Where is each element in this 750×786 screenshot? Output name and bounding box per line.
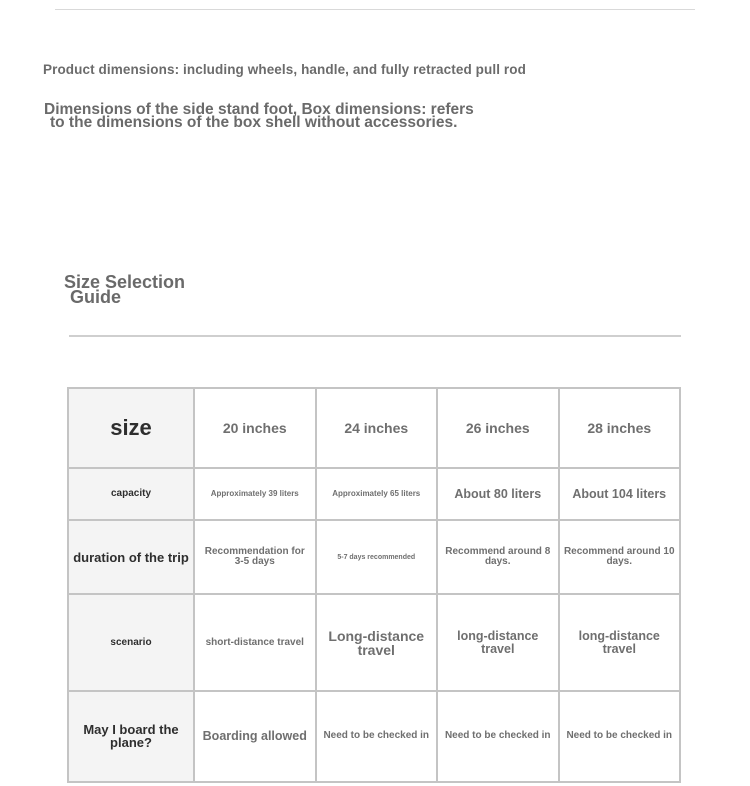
box-dimensions-note: [44, 103, 604, 129]
section-divider: [69, 335, 681, 337]
capacity-26-cell: About 80 liters: [437, 468, 559, 521]
capacity-label-cell: capacity: [68, 468, 194, 521]
table-row-size: [68, 388, 680, 468]
size-guide-title-line-1: Size Selection: [64, 272, 186, 292]
box-dimensions-line-2: to the dimensions of the box shell without accessories.: [50, 114, 458, 131]
table-row-duration: [68, 520, 680, 594]
table-row-capacity: [68, 468, 680, 521]
size-guide-title: [64, 272, 186, 307]
scenario-26-cell: long-distance travel: [437, 594, 559, 691]
scenario-20-cell: short-distance travel: [194, 594, 316, 691]
boarding-26-cell: Need to be checked in: [437, 691, 559, 782]
box-dimensions-line-1: Dimensions of the side stand foot, Box dimensions: refers: [44, 101, 474, 118]
size-header-cell: size: [68, 388, 194, 468]
boarding-24-cell: Need to be checked in: [316, 691, 438, 782]
capacity-28-cell: About 104 liters: [559, 468, 681, 521]
size-24-cell: 24 inches: [316, 388, 438, 468]
size-selection-table: [67, 387, 681, 783]
size-28-cell: 28 inches: [559, 388, 681, 468]
boarding-28-cell: Need to be checked in: [559, 691, 681, 782]
top-divider: [55, 9, 695, 10]
boarding-20-cell: Boarding allowed: [194, 691, 316, 782]
scenario-24-cell: Long-distance travel: [316, 594, 438, 691]
product-dimensions-note: Product dimensions: including wheels, handle, and fully retracted pull rod: [43, 62, 526, 77]
duration-label-cell: duration of the trip: [68, 520, 194, 594]
table-row-boarding: [68, 691, 680, 782]
size-20-cell: 20 inches: [194, 388, 316, 468]
scenario-28-cell: long-distance travel: [559, 594, 681, 691]
duration-28-cell: Recommend around 10 days.: [559, 520, 681, 594]
scenario-label-cell: scenario: [68, 594, 194, 691]
capacity-20-cell: Approximately 39 liters: [194, 468, 316, 521]
boarding-label-cell: May I board the plane?: [68, 691, 194, 782]
duration-24-cell: 5-7 days recommended: [316, 520, 438, 594]
table-row-scenario: [68, 594, 680, 691]
duration-20-cell: Recommendation for 3-5 days: [194, 520, 316, 594]
size-26-cell: 26 inches: [437, 388, 559, 468]
size-guide-title-line-2: Guide: [70, 287, 122, 307]
duration-26-cell: Recommend around 8 days.: [437, 520, 559, 594]
capacity-24-cell: Approximately 65 liters: [316, 468, 438, 521]
